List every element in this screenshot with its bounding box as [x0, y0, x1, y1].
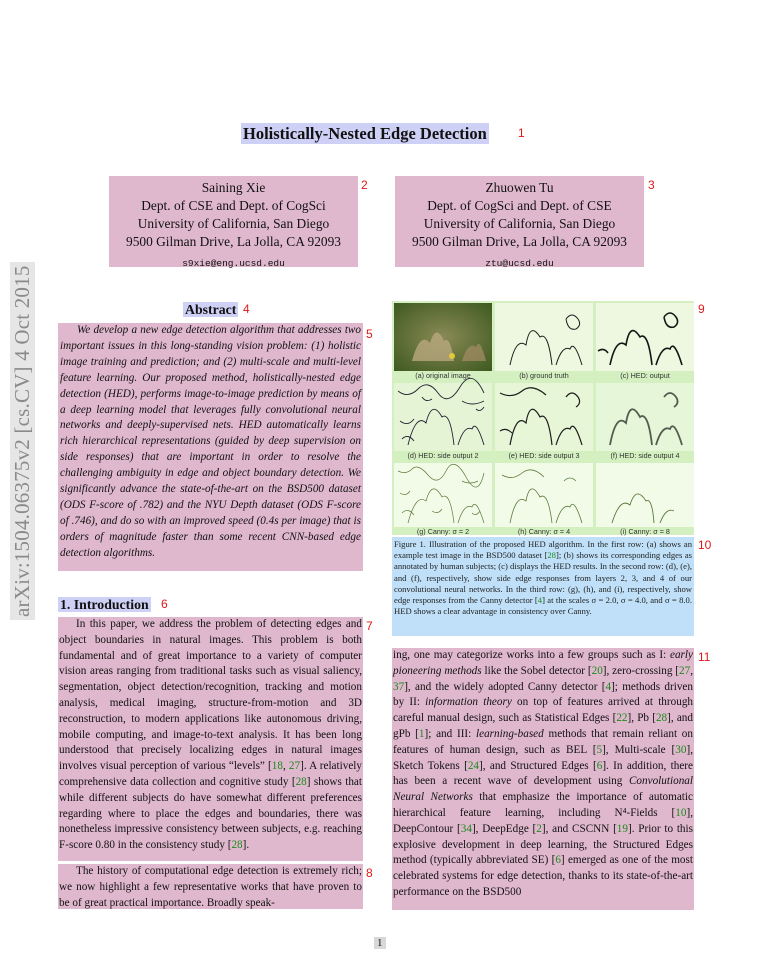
citation-link[interactable]: 6 — [555, 854, 561, 867]
citation-link[interactable]: 37 — [393, 680, 405, 693]
citation-link[interactable]: 28 — [231, 839, 243, 852]
annotation-number: 7 — [366, 619, 373, 633]
citation-link[interactable]: 28 — [295, 775, 307, 788]
citation-link[interactable]: 4 — [605, 680, 612, 693]
panel-canny-sigma-4 — [495, 463, 593, 527]
citation-link[interactable]: 2 — [536, 822, 542, 835]
author-name: Zhuowen Tu — [485, 180, 554, 195]
author-affiliation: Dept. of CSE and Dept. of CogSci — [141, 198, 326, 213]
right-column-paragraph: ing, one may categorize works into a few groups such as I: early pioneering methods like the Sobel detector [20], zero-crossing [27, 37], and the widely adopted Canny detector [4]; methods driven by II: information theory on top of features arrived at through careful manual design, such as Statistical Edges [22], Pb [28], and gPb [1]; and III: learning-based methods that remain reliant on features of human design, such as BEL [5], Multi-scale [30], Sketch Tokens [24], and Structured Edges [6]. In addition, there has been a recent wave of development using Convolutional Neural Networks that emphasize the importance of automatic hierarchical feature learning, including N⁴-Fields [10], DeepContour [34], DeepEdge [2], and CSCNN [19]. Prior to this explosive development in deep learning, the Structured Edges method (typically abbreviated SE) [6] emerged as one of the most celebrated systems for edge detection, thanks to its state-of-the-art performance on the BSD500 — [392, 648, 694, 910]
annotation-number: 5 — [366, 327, 373, 341]
page-number-block — [374, 933, 386, 951]
annotation-number: 1 — [518, 126, 525, 140]
citation-link[interactable]: 24 — [467, 759, 479, 772]
page-number: 1 — [374, 937, 386, 949]
citation-link[interactable]: 4 — [537, 595, 543, 606]
citation-link[interactable]: 6 — [596, 759, 603, 772]
panel-label: (c) HED: output — [620, 371, 670, 380]
panel-canny-sigma-8 — [596, 463, 694, 527]
citation-link[interactable]: 18 — [271, 760, 283, 773]
introduction-heading: 1. Introduction — [60, 597, 149, 612]
panel-label: (a) original image — [415, 371, 471, 380]
author-affiliation: Dept. of CogSci and Dept. of CSE — [427, 198, 612, 213]
intro-paragraph-2: The history of computational edge detection is extremely rich; we now highlight a few representative works that have proven to be of great practical importance. Broadly speak- — [59, 865, 362, 909]
annotation-number: 8 — [366, 866, 373, 880]
author-block-1 — [109, 176, 358, 267]
paper-title: Holistically-Nested Edge Detection — [243, 124, 487, 143]
annotation-number: 2 — [361, 178, 368, 192]
citation-link[interactable]: 19 — [616, 822, 628, 835]
annotation-number: 3 — [648, 178, 655, 192]
panel-hed-output — [596, 303, 694, 371]
citation-link[interactable]: 27 — [679, 664, 691, 677]
citation-link[interactable]: 28 — [655, 712, 668, 725]
citation-link[interactable]: 34 — [460, 822, 472, 835]
panel-label: (d) HED: side output 2 — [407, 451, 479, 460]
annotation-number: 11 — [698, 650, 711, 664]
figure-1 — [392, 301, 694, 535]
annotation-number: 4 — [243, 302, 250, 316]
author-affiliation: University of California, San Diego — [137, 216, 330, 231]
annotation-number: 10 — [698, 538, 712, 552]
abstract-heading: Abstract — [185, 302, 237, 317]
paper-title-block — [241, 124, 489, 144]
citation-link[interactable]: 22 — [616, 712, 628, 725]
panel-hed-side-output-2 — [394, 378, 492, 451]
citation-link[interactable]: 28 — [547, 550, 556, 561]
panel-label: (i) Canny: σ = 8 — [620, 527, 670, 536]
author-address: 9500 Gilman Drive, La Jolla, CA 92093 — [412, 234, 627, 249]
panel-label: (f) HED: side output 4 — [610, 451, 680, 460]
citation-link[interactable]: 1 — [418, 727, 425, 740]
panel-label: (g) Canny: σ = 2 — [416, 527, 470, 536]
panel-label: (e) HED: side output 3 — [508, 451, 580, 460]
panel-original-image — [394, 303, 492, 371]
citation-link[interactable]: 30 — [675, 743, 687, 756]
panel-hed-side-output-3 — [495, 383, 593, 451]
citation-link[interactable]: 10 — [675, 806, 687, 819]
arxiv-sidebar-id: arXiv:1504.06375v2 [cs.CV] 4 Oct 2015 — [10, 262, 35, 620]
figure-1-image-grid — [392, 301, 694, 535]
panel-ground-truth — [495, 303, 593, 371]
intro-heading-block — [58, 596, 151, 614]
abstract-text: We develop a new edge detection algorithm that addresses two important issues in this long-standing vision problem: (1) holistic image training and prediction; and (2) multi-scale and multi-level feature learning. Our proposed method, holistically-nested edge detection (HED), performs image-to-image prediction by means of a deep learning model that leverages fully convolutional neural networks and deeply-supervised nets. HED automatically learns rich hierarchical representations (guided by deep supervision on side responses) that are important in order to resolve the challenging ambiguity in edge and object boundary detection. We significantly advance the state-of-the-art on the BSD500 dataset (ODS F-score of .782) and the NYU Depth dataset (ODS F-score of .746), and do so with an improved speed (0.4s per image) that is orders of magnitude faster than some recent CNN-based edge detection algorithms. — [58, 323, 363, 571]
panel-canny-sigma-2 — [394, 463, 492, 527]
panel-label: (b) ground truth — [519, 371, 569, 380]
panel-hed-side-output-4 — [596, 383, 694, 451]
author-email[interactable]: ztu@ucsd.edu — [485, 258, 554, 269]
author-email[interactable]: s9xie@eng.ucsd.edu — [182, 258, 285, 269]
annotation-number: 6 — [161, 597, 168, 611]
citation-link[interactable]: 27 — [288, 760, 301, 773]
author-name: Saining Xie — [201, 180, 266, 195]
abstract-heading-block — [183, 301, 238, 319]
citation-link[interactable]: 20 — [591, 664, 603, 677]
author-address: 9500 Gilman Drive, La Jolla, CA 92093 — [126, 234, 341, 249]
citation-link[interactable]: 5 — [596, 743, 603, 756]
author-affiliation: University of California, San Diego — [423, 216, 616, 231]
annotation-number: 9 — [698, 302, 705, 316]
panel-label: (h) Canny: σ = 4 — [517, 527, 571, 536]
figure-1-caption: Figure 1. Illustration of the proposed HED algorithm. In the first row: (a) shows an example test image in the BSD500 dataset [28]; (b) shows its corresponding edges as annotated by human subjects; (c) displays the HED results. In the second row: (d), (e), and (f), respectively, show side edge responses from layers 2, 3, and 4 of our convolutional neural networks. In the third row: (g), (h), and (i), respectively, show edge responses from the Canny detector [4] at the scales σ = 2.0, σ = 4.0, and σ = 8.0. HED shows a clear advantage in consistency over Canny. — [392, 537, 694, 636]
author-block-2 — [395, 176, 644, 267]
intro-paragraph-1: In this paper, we address the problem of detecting edges and object boundaries in natural images. This problem is both fundamental and of great importance to a variety of computer vision areas ranging from traditional tasks such as visual saliency, segmentation, object detection/recognition, tracking and motion analysis, medical imaging, structure-from-motion and 3D reconstruction, to modern applications like autonomous driving, mobile computing, and image-to-text analysis. It has been long understood that precisely localizing edges in natural images involves visual perception of various “levels” [18, 27]. A relatively comprehensive data collection and cognitive study [28] shows that while different subjects do have somewhat different preferences regarding where to place the edges and boundaries, there was nonetheless impressive consistency between subjects, e.g. reaching F-score 0.80 in the consistency study [28]. — [58, 617, 363, 861]
